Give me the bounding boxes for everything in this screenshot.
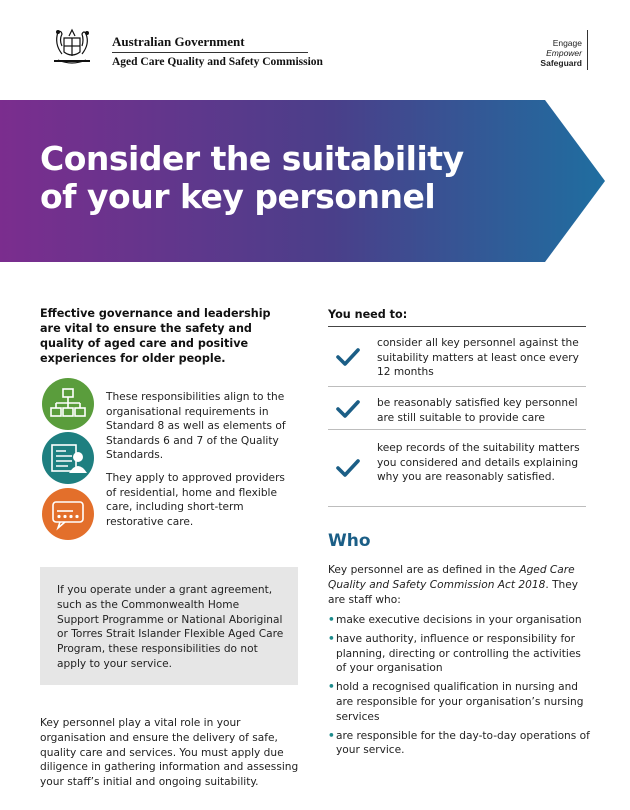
list-item <box>328 632 593 676</box>
page-title-line-2: of your key personnel <box>40 177 436 216</box>
requirement-item <box>328 430 586 507</box>
list-item <box>328 613 593 628</box>
tagline <box>540 38 582 68</box>
requirement-text: keep records of the suitability matters you considered and details explaining why you are reasonably satisfied. <box>377 442 580 484</box>
requirement-item <box>328 327 586 387</box>
key-personnel-paragraph: Key personnel play a vital role in your organisation and ensure the delivery of safe, quality care and services. You must apply due diligence in gathering information and assessing your staff’s initial and ongoing suitability. <box>40 717 299 789</box>
list-item <box>328 729 593 759</box>
criteria-text: make executive decisions in your organisation <box>336 614 582 626</box>
commission-name: Aged Care Quality and Safety Commission <box>112 56 323 68</box>
government-title: Australian Government <box>112 34 245 49</box>
tagline-engage: Engage <box>552 38 582 48</box>
bullet-icon: • <box>328 632 335 645</box>
you-need-to-heading: You need to: <box>328 308 408 321</box>
key-personnel-criteria-list <box>328 613 593 762</box>
who-intro-text: Key personnel are as defined in the <box>328 564 520 576</box>
bullet-icon: • <box>328 614 335 626</box>
requirement-text: be reasonably satisfied key personnel are still suitable to provide care <box>377 397 578 424</box>
australian-coat-of-arms-icon <box>42 24 102 68</box>
who-intro <box>328 563 588 607</box>
criteria-text: are responsible for the day-to-day operations of your service. <box>336 729 590 757</box>
grant-agreement-note <box>40 567 298 685</box>
list-item <box>328 680 593 724</box>
tagline-divider <box>587 30 588 70</box>
header-divider <box>112 52 308 53</box>
tagline-safeguard: Safeguard <box>540 58 582 68</box>
grant-agreement-text: If you operate under a grant agreement, such as the Commonwealth Home Support Programme or National Aboriginal or Torres Strait Islander Flexible Aged Care Program, these responsibilities do not apply to your service. <box>57 584 284 670</box>
page-title <box>40 140 464 216</box>
criteria-text: have authority, influence or responsibility for planning, directing or controlling the activities of your organisation <box>336 632 581 675</box>
intro-statement: Effective governance and leadership are vital to ensure the safety and quality of aged care and positive experiences for older people. <box>40 307 271 365</box>
bullet-icon: • <box>328 729 335 742</box>
tagline-empower: Empower <box>546 48 582 58</box>
checkmark-icon <box>336 347 360 367</box>
org-chart-icon <box>42 378 94 430</box>
who-heading: Who <box>328 531 371 551</box>
page-title-line-1: Consider the suitability <box>40 139 464 178</box>
requirement-item <box>328 387 586 430</box>
checkmark-icon <box>336 399 360 419</box>
speech-bubble-icon <box>42 488 94 540</box>
requirements-list <box>328 326 586 507</box>
act-reference: Aged Care Quality and Safety Commission Act 2018 <box>328 564 575 591</box>
staff-card-icon <box>42 432 94 484</box>
requirement-text: consider all key personnel against the suitability matters at least once every 12 months <box>377 337 579 379</box>
responsibilities-scope-text: They apply to approved providers of residential, home and flexible care, including short-term restorative care. <box>106 472 285 528</box>
responsibilities-alignment-text: These responsibilities align to the organisational requirements in Standard 8 as well as elements of Standards 6 and 7 of the Quality Standards. <box>106 391 286 462</box>
checkmark-icon <box>336 458 360 478</box>
who-intro-text-end: . They are staff who: <box>328 578 579 606</box>
criteria-text: hold a recognised qualification in nursing and are responsible for your organisation’s nursing services <box>336 681 584 723</box>
bullet-icon: • <box>328 681 335 694</box>
